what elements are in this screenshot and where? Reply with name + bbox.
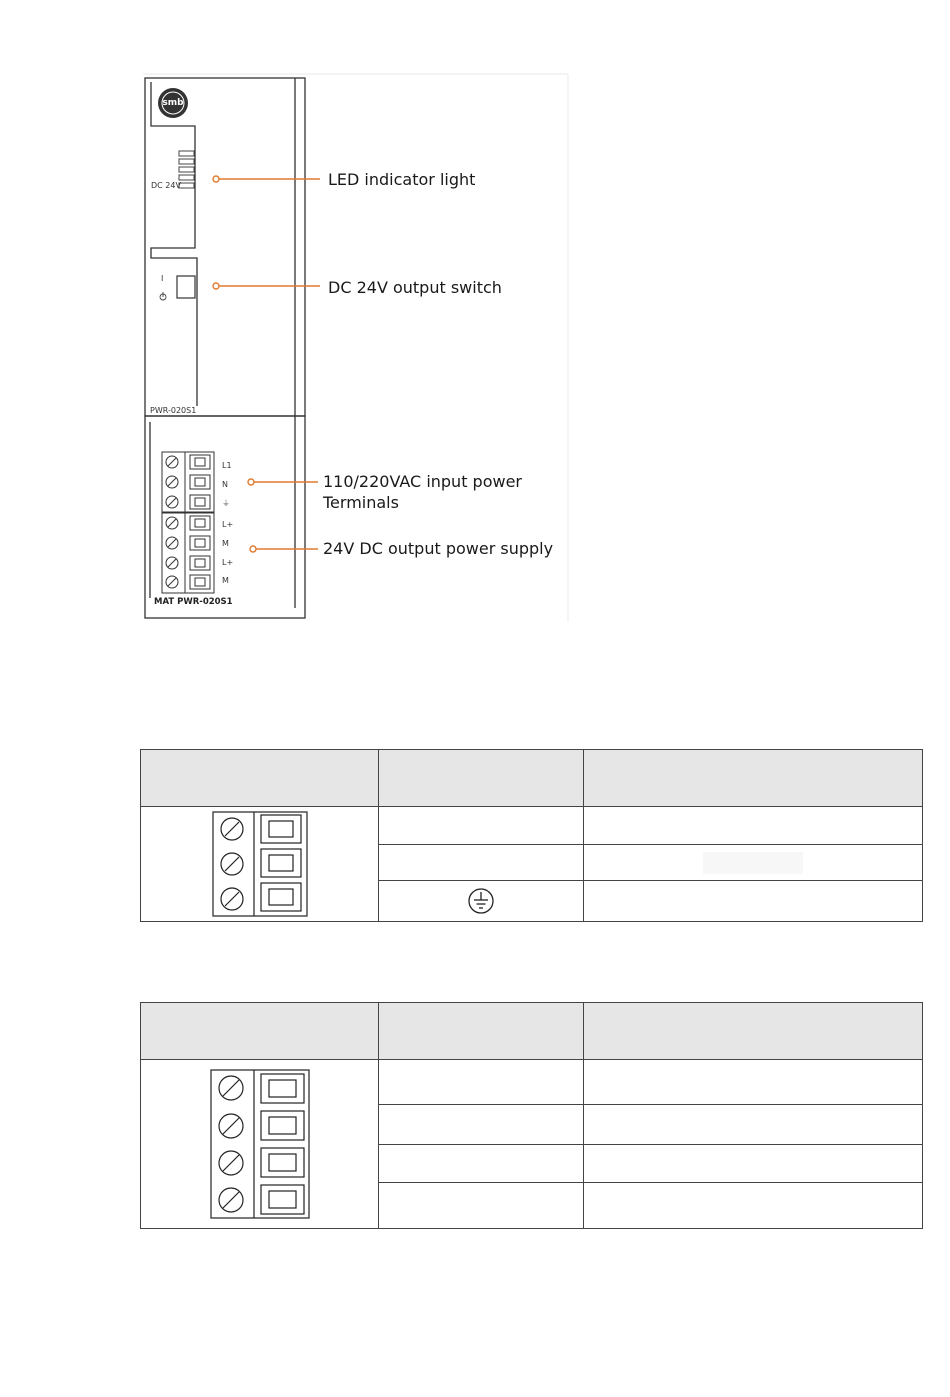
terminal-label-m-1: M xyxy=(222,539,229,548)
model-label-upper: PWR-020S1 xyxy=(150,406,197,415)
callout-switch: DC 24V output switch xyxy=(328,278,502,297)
callout-leaders xyxy=(213,176,320,552)
terminal-label-lplus-2: L+ xyxy=(222,558,234,567)
switch-on-mark: I xyxy=(161,274,164,283)
terminal-label-m-2: M xyxy=(222,576,229,585)
brand-logo xyxy=(158,88,188,118)
svg-text:smb: smb xyxy=(162,98,184,108)
dc-terminal-table xyxy=(140,1002,923,1229)
terminal-block-dc xyxy=(162,513,214,593)
dc-row-2-signal xyxy=(379,1105,584,1145)
ac-header-terminal xyxy=(141,750,379,807)
ac-row-2-desc xyxy=(584,845,923,881)
callout-ac-input: 110/220VAC input power xyxy=(323,472,523,491)
ac-terminal-table xyxy=(140,749,923,922)
ac-terminal-picture-cell xyxy=(141,807,379,922)
dc-24v-text: DC 24V xyxy=(151,181,181,190)
ac-header-description xyxy=(584,750,923,807)
dc-row-1-signal xyxy=(379,1060,584,1105)
output-switch-icon xyxy=(160,276,195,300)
ac-row-1-signal xyxy=(379,807,584,845)
ac-row-1-desc xyxy=(584,807,923,845)
dc-header-description xyxy=(584,1003,923,1060)
ac-terminal-icon xyxy=(212,811,308,917)
blank-patch xyxy=(703,852,803,874)
dc-row-3-desc xyxy=(584,1145,923,1183)
dc-header-terminal xyxy=(141,1003,379,1060)
terminal-label-pe: ⏚ xyxy=(222,499,230,508)
ac-row-3-signal xyxy=(379,881,584,922)
callout-ac-terminals: Terminals xyxy=(323,493,399,512)
ac-header-signal xyxy=(379,750,584,807)
dc-row-1-desc xyxy=(584,1060,923,1105)
ac-row-3-desc xyxy=(584,881,923,922)
dc-header-signal xyxy=(379,1003,584,1060)
dc-row-4-desc xyxy=(584,1183,923,1229)
callout-dc-output: 24V DC output power supply xyxy=(323,539,554,558)
power-module-diagram xyxy=(0,0,950,640)
terminal-block-ac xyxy=(162,452,214,512)
ground-icon xyxy=(467,887,495,915)
module-upper-body xyxy=(145,78,305,416)
terminal-label-n: N xyxy=(222,480,228,489)
dc-row-2-desc xyxy=(584,1105,923,1145)
model-label-lower: MAT PWR-020S1 xyxy=(154,597,233,607)
led-indicator-icon xyxy=(179,151,194,188)
dc-terminal-icon xyxy=(210,1069,310,1219)
dc-terminal-picture-cell xyxy=(141,1060,379,1229)
ac-row-2-signal xyxy=(379,845,584,881)
terminal-label-l1: L1 xyxy=(222,461,232,470)
callout-led: LED indicator light xyxy=(328,170,476,189)
terminal-label-lplus-1: L+ xyxy=(222,520,234,529)
dc-row-4-signal xyxy=(379,1183,584,1229)
dc-row-3-signal xyxy=(379,1145,584,1183)
